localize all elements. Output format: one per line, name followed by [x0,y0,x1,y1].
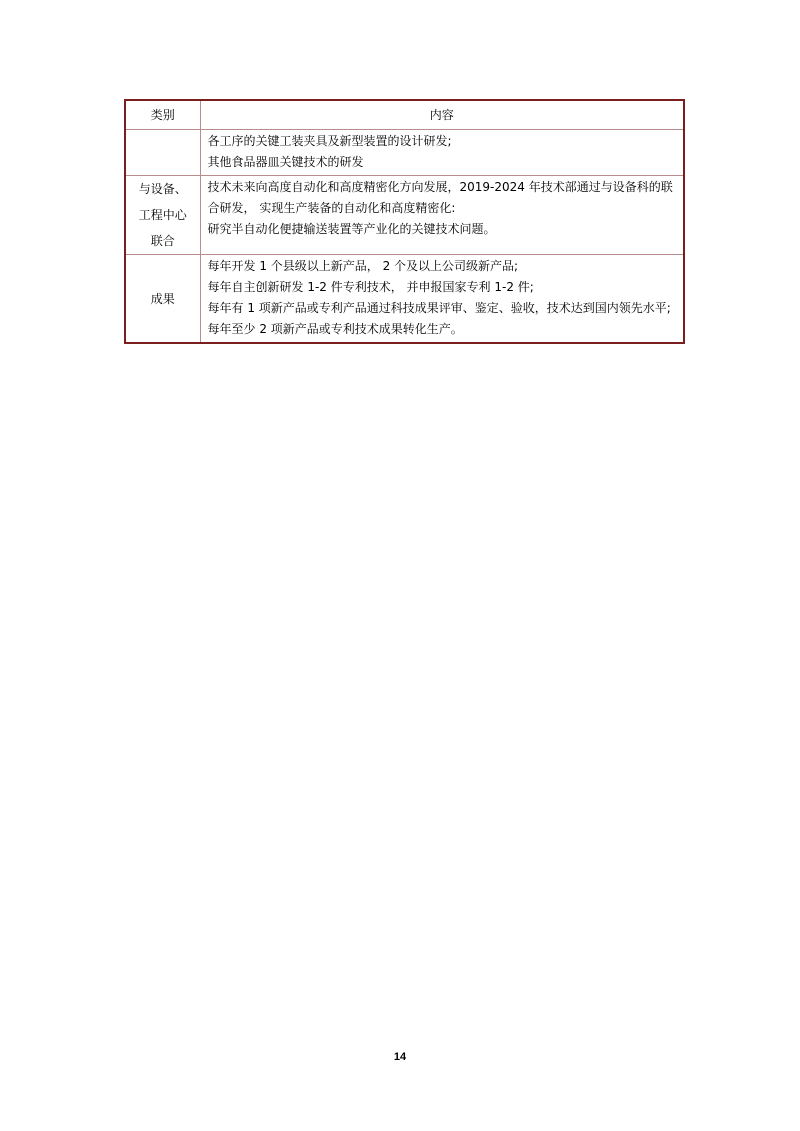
page-number: 14 [393,1051,407,1063]
content-cell [200,255,684,344]
category-cell [125,255,200,344]
content-line: 每年开发 1 个县级以上新产品， 2 个及以上公司级新产品; [207,259,519,273]
category-line: 联合 [150,234,175,248]
table-header-row [125,100,684,130]
category-line: 工程中心 [138,208,187,222]
category-line: 与设备、 [138,182,187,196]
content-line: 其他食品器皿关键技术的研发 [207,155,364,169]
content-line: 研究半自动化便捷输送装置等产业化的关键技术问题。 [207,222,496,236]
table-row [125,130,684,176]
content-line: 各工序的关键工装夹具及新型装置的设计研发; [207,134,452,148]
content-line: 每年至少 2 项新产品或专利技术成果转化生产。 [207,322,463,336]
category-cell [125,176,200,255]
table-row [125,255,684,344]
category-line: 成果 [150,291,175,306]
header-category: 类别 [125,100,200,130]
content-line: 每年自主创新研发 1-2 件专利技术， 并申报国家专利 1-2 件; [207,280,534,294]
table-row [125,176,684,255]
content-cell [200,176,684,255]
content-line: 技术未来向高度自动化和高度精密化方向发展，2019-2024 年技术部通过与设备科的联合研发， 实现生产装备的自动化和高度精密化: [207,180,673,215]
document-table [124,99,685,344]
category-cell [125,130,200,176]
content-line: 每年有 1 项新产品或专利产品通过科技成果评审、鉴定、验收，技术达到国内领先水平; [207,301,671,315]
header-content: 内容 [200,100,684,130]
content-cell [200,130,684,176]
